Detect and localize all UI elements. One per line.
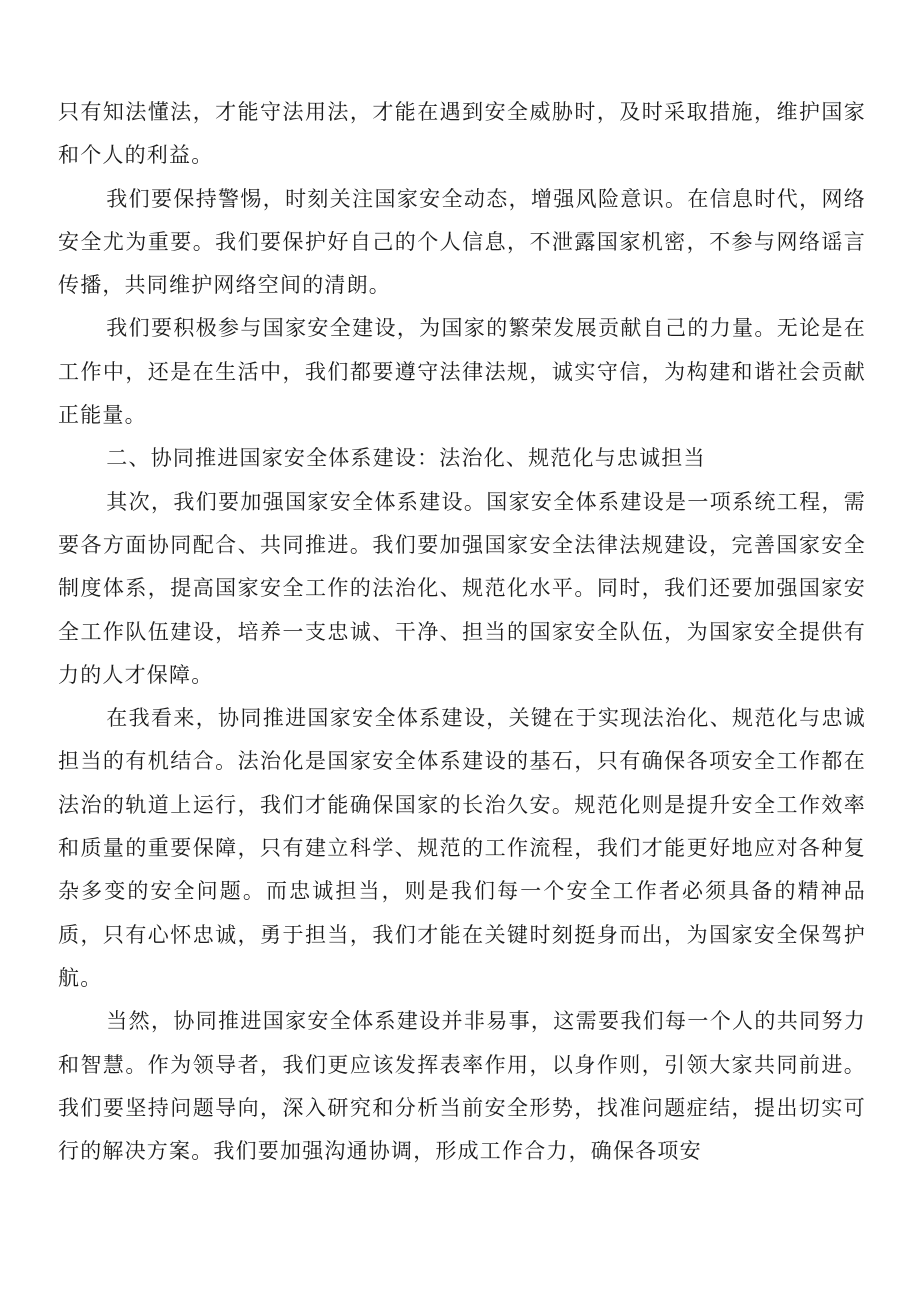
paragraph-4: 其次，我们要加强国家安全体系建设。国家安全体系建设是一项系统工程，需要各方面协同配合、共同推进。我们要加强国家安全法律法规建设，完善国家安全制度体系，提高国家安全工作的法治化、规范化水平。同时，我们还要加强国家安全工作队伍建设，培养一支忠诚、干净、担当的国家安全队伍，为国家安全提供有力的人才保障。 [58,489,866,687]
paragraph-5: 在我看来，协同推进国家安全体系建设，关键在于实现法治化、规范化与忠诚担当的有机结合。法治化是国家安全体系建设的基石，只有确保各项安全工作都在法治的轨道上运行，我们才能确保国家的长治久安。规范化则是提升安全工作效率和质量的重要保障，只有建立科学、规范的工作流程，我们才能更好地应对各种复杂多变的安全问题。而忠诚担当，则是我们每一个安全工作者必须具备的精神品质，只有心怀忠诚，勇于担当，我们才能在关键时刻挺身而出，为国家安全保驾护航。 [58,706,866,990]
document-page [58,91,866,1173]
paragraph-6: 当然，协同推进国家安全体系建设并非易事，这需要我们每一个人的共同努力和智慧。作为领导者，我们更应该发挥表率作用，以身作则，引领大家共同前进。我们要坚持问题导向，深入研究和分析当前安全形势，找准问题症结，提出切实可行的解决方案。我们要加强沟通协调，形成工作合力，确保各项安 [58,1009,866,1164]
paragraph-3: 我们要积极参与国家安全建设，为国家的繁荣发展贡献自己的力量。无论是在工作中，还是在生活中，我们都要遵守法律法规，诚实守信，为构建和谐社会贡献正能量。 [58,316,866,428]
section-heading: 二、协同推进国家安全体系建设：法治化、规范化与忠诚担当 [106,446,706,471]
paragraph-2: 我们要保持警惕，时刻关注国家安全动态，增强风险意识。在信息时代，网络安全尤为重要。我们要保护好自己的个人信息，不泄露国家机密，不参与网络谣言传播，共同维护网络空间的清朗。 [58,186,866,298]
paragraph-1: 只有知法懂法，才能守法用法，才能在遇到安全威胁时，及时采取措施，维护国家和个人的利益。 [58,100,866,168]
